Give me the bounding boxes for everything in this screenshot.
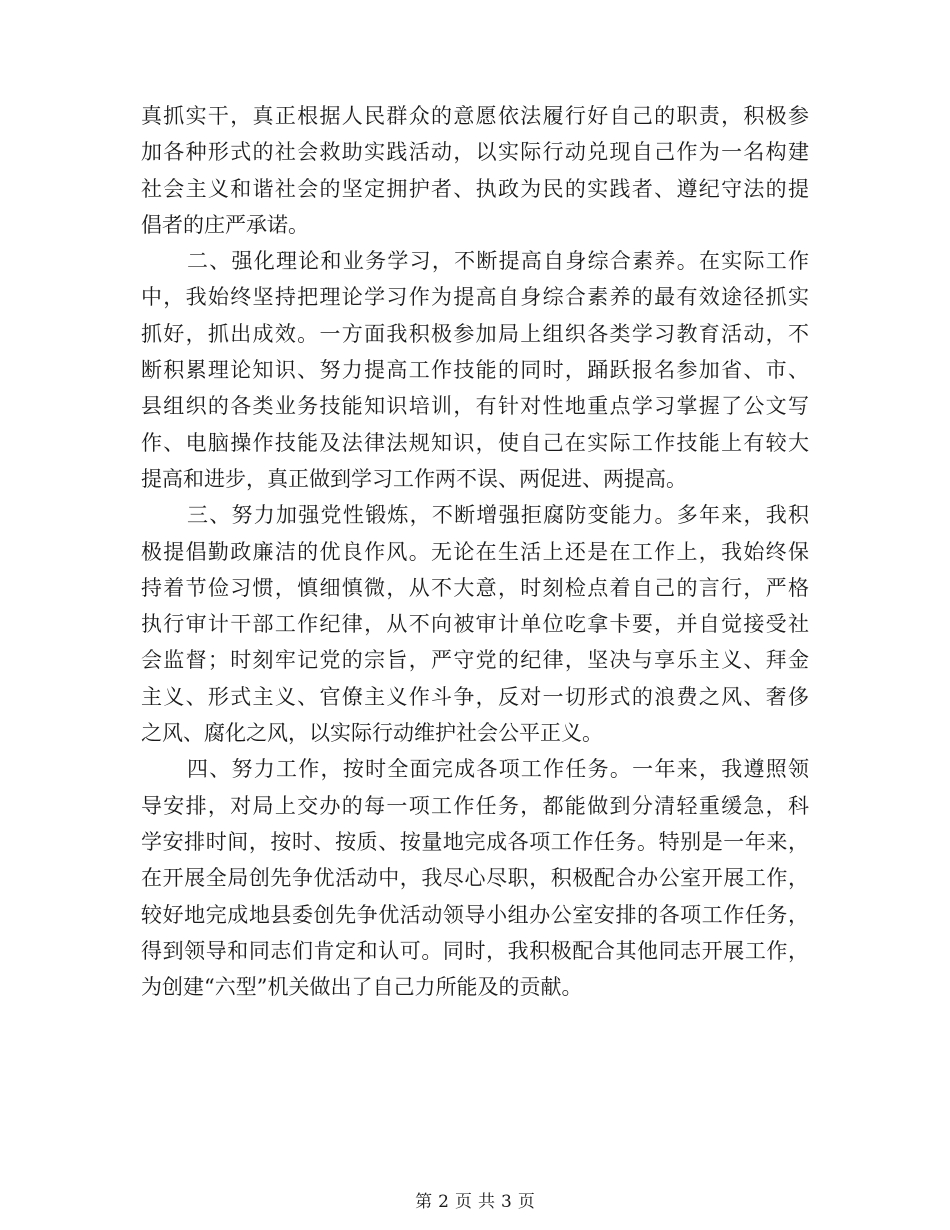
document-body [141, 98, 809, 1005]
text-line: 得到领导和同志们肯定和认可。同时，我积极配合其他同志开展工作， [141, 938, 809, 963]
text-line: 三、努力加强党性锻炼，不断增强拒腐防变能力。多年来，我积 [187, 503, 809, 528]
text-line: 执行审计干部工作纪律，从不向被审计单位吃拿卡要，并自觉接受社 [141, 612, 809, 637]
paragraph-work [141, 751, 809, 1005]
text-line: 县组织的各类业务技能知识培训，有针对性地重点学习掌握了公文写 [141, 394, 809, 419]
text-line: 主义、形式主义、官僚主义作斗争，反对一切形式的浪费之风、奢侈 [141, 684, 809, 709]
text-line: 持着节俭习惯，慎细慎微，从不大意，时刻检点着自己的言行，严格 [141, 575, 809, 600]
text-line: 之风、腐化之风，以实际行动维护社会公平正义。 [141, 721, 603, 746]
footer-middle: 页 [455, 1192, 472, 1212]
text-line: 会监督；时刻牢记党的宗旨，严守党的纪律，坚决与享乐主义、拜金 [141, 648, 809, 673]
text-line: 在开展全局创先争优活动中，我尽心尽职，积极配合办公室开展工作， [141, 866, 809, 891]
text-line: 为创建“六型”机关做出了自己力所能及的贡献。 [141, 975, 583, 1000]
text-line: 学安排时间，按时、按质、按量地完成各项工作任务。特别是一年来， [141, 829, 809, 854]
text-line: 极提倡勤政廉洁的优良作风。无论在生活上还是在工作上，我始终保 [141, 539, 809, 564]
paragraph-continuation [141, 98, 809, 243]
paragraph-study [141, 243, 809, 497]
text-line: 倡者的庄严承诺。 [141, 212, 309, 237]
text-line: 二、强化理论和业务学习，不断提高自身综合素养。在实际工作 [187, 249, 809, 274]
page-footer [0, 1190, 950, 1214]
text-line: 加各种形式的社会救助实践活动，以实际行动兑现自己作为一名构建 [141, 140, 809, 165]
page-number: 2 [438, 1192, 449, 1212]
footer-prefix: 第 [415, 1192, 433, 1212]
text-line: 四、努力工作，按时全面完成各项工作任务。一年来，我遵照领 [187, 757, 809, 782]
text-line: 作、电脑操作技能及法律法规知识，使自己在实际工作技能上有较大 [141, 430, 809, 455]
text-line: 真抓实干，真正根据人民群众的意愿依法履行好自己的职责，积极参 [141, 104, 809, 128]
text-line: 较好地完成地县委创先争优活动领导小组办公室安排的各项工作任务， [141, 902, 809, 927]
text-line: 社会主义和谐社会的坚定拥护者、执政为民的实践者、遵纪守法的提 [141, 176, 809, 201]
total-pages: 3 [501, 1192, 512, 1212]
paragraph-integrity [141, 497, 809, 751]
footer-suffix: 页 [517, 1192, 535, 1212]
text-line: 抓好，抓出成效。一方面我积极参加局上组织各类学习教育活动，不 [141, 321, 809, 346]
footer-total-prefix: 共 [478, 1192, 495, 1212]
text-line: 导安排，对局上交办的每一项工作任务，都能做到分清轻重缓急，科 [141, 793, 809, 818]
text-line: 中，我始终坚持把理论学习作为提高自身综合素养的最有效途径抓实 [141, 285, 809, 310]
text-line: 提高和进步，真正做到学习工作两不误、两促进、两提高。 [141, 466, 687, 491]
text-line: 断积累理论知识、努力提高工作技能的同时，踊跃报名参加省、市、 [141, 358, 809, 383]
